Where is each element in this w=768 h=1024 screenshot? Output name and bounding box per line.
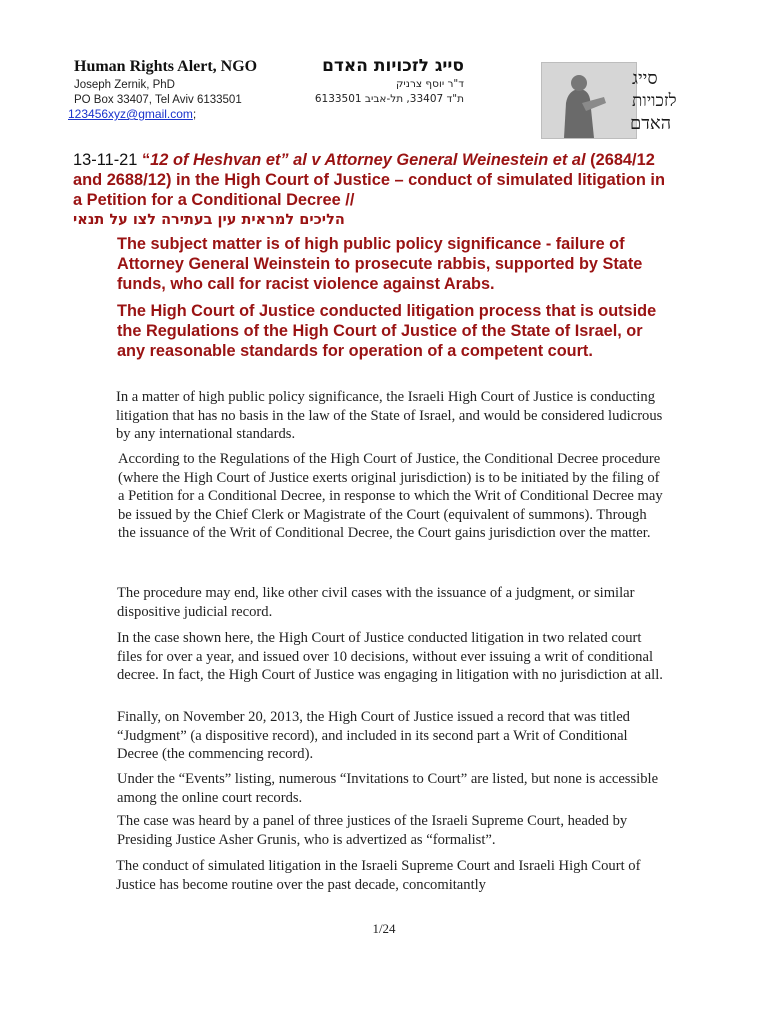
logo-text-line-1: סייג	[632, 68, 658, 89]
heading-rest: (2684/12 and 2688/12) in the High Court of Justice – conduct of simulated litigation in a Petition for a Conditional Decree //	[73, 151, 665, 209]
person-name: Joseph Zernik, PhD	[74, 79, 175, 91]
email-line	[68, 107, 196, 121]
person-name-hebrew: ד"ר יוסף צרניק	[395, 78, 464, 90]
body-paragraph-8: The conduct of simulated litigation in the Israeli Supreme Court and Israeli High Court of Justice has become routine over the past decade, concomitantly	[116, 858, 641, 893]
body-paragraph-3: The procedure may end, like other civil cases with the issuance of a judgment, or similar dispositive judicial record.	[117, 585, 635, 620]
email-link[interactable]: 123456xyz@gmail.com	[68, 107, 193, 121]
logo-text-line-2: לזכויות	[632, 91, 677, 111]
heading-open-quote: “	[137, 151, 151, 169]
body-paragraph-5: Finally, on November 20, 2013, the High Court of Justice issued a record that was titled “Judgment” (a dispositive record), and included in its second part a Writ of Conditional Decree (the commencing record).	[117, 709, 630, 762]
org-name-hebrew: סייג לזכויות האדם	[322, 56, 464, 76]
summary-paragraph-1: The subject matter is of high public policy significance - failure of Attorney General Weinstein to prosecute rabbis, supported by State funds, who call for racist violence against Arabs.	[117, 235, 643, 293]
heading-date: 13-11-21	[73, 151, 138, 169]
heading-hebrew: הליכים למראית עין בעתירה לצו על תנאי	[73, 212, 345, 228]
body-paragraph-2: According to the Regulations of the High Court of Justice, the Conditional Decree procedure (where the High Court of Justice exerts original jurisdiction) is to be initiated by the filing of a Petition for a Conditional Decree, in response to which the Writ of Conditional Decree may be issued by the Chief Clerk or Magistrate of the Court (equivalent of summons). Through the issuance of the Writ of Conditional Decree, the Court gains jurisdiction over the matter.	[118, 451, 663, 541]
summary-paragraph-2: The High Court of Justice conducted litigation process that is outside the Regulations of the High Court of Justice of the State of Israel, or any reasonable standards for operation of a competent court.	[117, 302, 657, 360]
body-paragraph-6: Under the “Events” listing, numerous “Invitations to Court” are listed, but none is accessible among the online court records.	[117, 771, 659, 806]
page-number: 1/24	[372, 921, 396, 936]
heading-case-title: 12 of Heshvan et” al v Attorney General Weinestein et al	[150, 151, 586, 169]
org-name: Human Rights Alert, NGO	[74, 58, 258, 75]
org-logo	[541, 62, 677, 139]
po-box-address-hebrew: ת"ד 33407, תל-אביב 6133501	[314, 93, 464, 105]
body-paragraph-7: The case was heard by a panel of three justices of the Israeli Supreme Court, headed by Presiding Justice Asher Grunis, who is advertized as “formalist”.	[117, 813, 628, 848]
po-box-address: PO Box 33407, Tel Aviv 6133501	[74, 94, 242, 106]
body-paragraph-4: In the case shown here, the High Court of Justice conducted litigation in two related court files for over a year, and issued over 10 decisions, without ever issuing a writ of conditional decree. In fact, the High Court of Justice was engaging in litigation with no jurisdiction at all.	[117, 630, 663, 683]
email-suffix: ;	[192, 107, 197, 121]
body-paragraph-1: In a matter of high public policy significance, the Israeli High Court of Justice is conducting litigation that has no basis in the law of the State of Israel, and would be considered ludicrous by any international standards.	[116, 389, 663, 442]
document-heading	[73, 150, 673, 230]
logo-text-line-3: האדם	[630, 113, 672, 134]
